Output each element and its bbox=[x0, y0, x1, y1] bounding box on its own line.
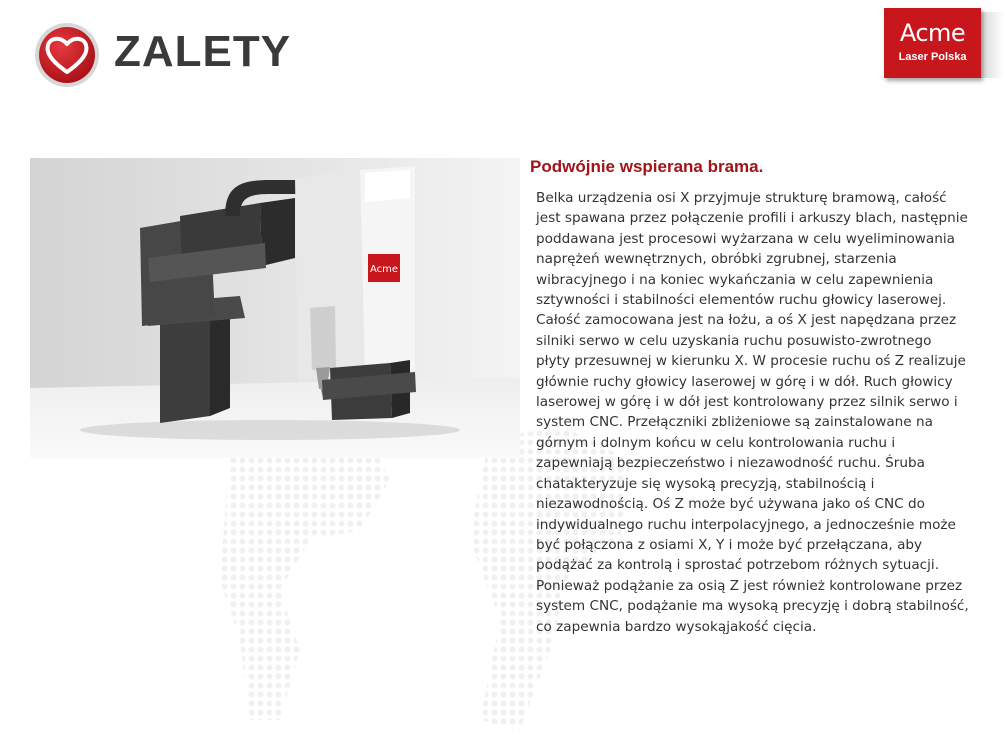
logo-subtitle: Laser Polska bbox=[898, 51, 967, 63]
logo-name: Acme bbox=[899, 19, 966, 47]
logo-shadow bbox=[981, 12, 1004, 78]
section-heading: Podwójnie wspierana brama. bbox=[530, 157, 764, 176]
body-line: górnym i dolnym końcu w celu kontrolowania ruchu i bbox=[536, 434, 896, 451]
body-line: silniki serwo w celu uzyskania ruchu posuwisto-zwrotnego bbox=[536, 332, 932, 349]
body-line: zapewniają bezpieczeństwo i niezawodność ruchu. Śruba bbox=[536, 455, 925, 472]
body-line: sztywności i stabilności elementów ruchu głowicy laserowej. bbox=[536, 292, 947, 309]
body-line: podążać za kontrolą i sprostać potrzebom różnych sytuacji. bbox=[536, 557, 940, 574]
heart-icon bbox=[34, 22, 100, 88]
gantry-machine-image bbox=[30, 158, 520, 458]
body-line: naprężeń wewnętrznych, obróbki zgrubnej, starzenia bbox=[536, 251, 897, 268]
body-line: być połączona z osiami X, Y i może być przełączana, aby bbox=[536, 536, 923, 553]
body-line: indywidualnego ruchu interpolacyjnego, a jednocześnie może bbox=[536, 516, 956, 533]
body-text bbox=[536, 188, 976, 637]
body-line: jest spawana przez połączenie profili i arkuszy blach, następnie bbox=[536, 210, 968, 227]
body-line: co zapewnia bardzo wysokąjakość cięcia. bbox=[536, 618, 817, 635]
machine-brand-label: Acme bbox=[369, 264, 399, 275]
body-line: Belka urządzenia osi X przyjmuje strukturę bramową, całość bbox=[536, 190, 947, 206]
body-line: Ponieważ podążanie za osią Z jest również kontrolowane przez bbox=[536, 577, 963, 594]
body-line: poddawana jest procesowi wyżarzana w celu wyeliminowania bbox=[536, 230, 955, 247]
body-line: głównie ruchy głowicy laserowej w górę i w dół. Ruch głowicy bbox=[536, 373, 953, 390]
body-line: niezawodnością. Oś Z może być używana jako oś CNC do bbox=[536, 496, 925, 513]
body-line: Całość zamocowana jest na łożu, a oś X jest napędzana przez bbox=[536, 312, 957, 329]
body-line: chatakteryzuje się wysoką precyzją, stabilnością i bbox=[536, 475, 875, 492]
body-line: system CNC. Przełączniki zbliżeniowe są zainstalowane na bbox=[536, 414, 933, 431]
body-line: płyty przesuwnej w kierunku X. W procesie ruchu oś Z realizuje bbox=[536, 353, 966, 370]
header bbox=[0, 0, 1004, 100]
acme-logo bbox=[884, 8, 981, 78]
body-line: system CNC, podążanie ma wysoką precyzję i dobrą stabilność, bbox=[536, 598, 969, 615]
body-line: wibracyjnego i na koniec wykańczania w celu zapewnienia bbox=[536, 271, 934, 288]
body-line: laserowej w górę i w dół jest kontrolowany przez silnik serwo i bbox=[536, 394, 958, 411]
feature-description bbox=[530, 156, 980, 637]
page-title: ZALETY bbox=[114, 27, 292, 76]
